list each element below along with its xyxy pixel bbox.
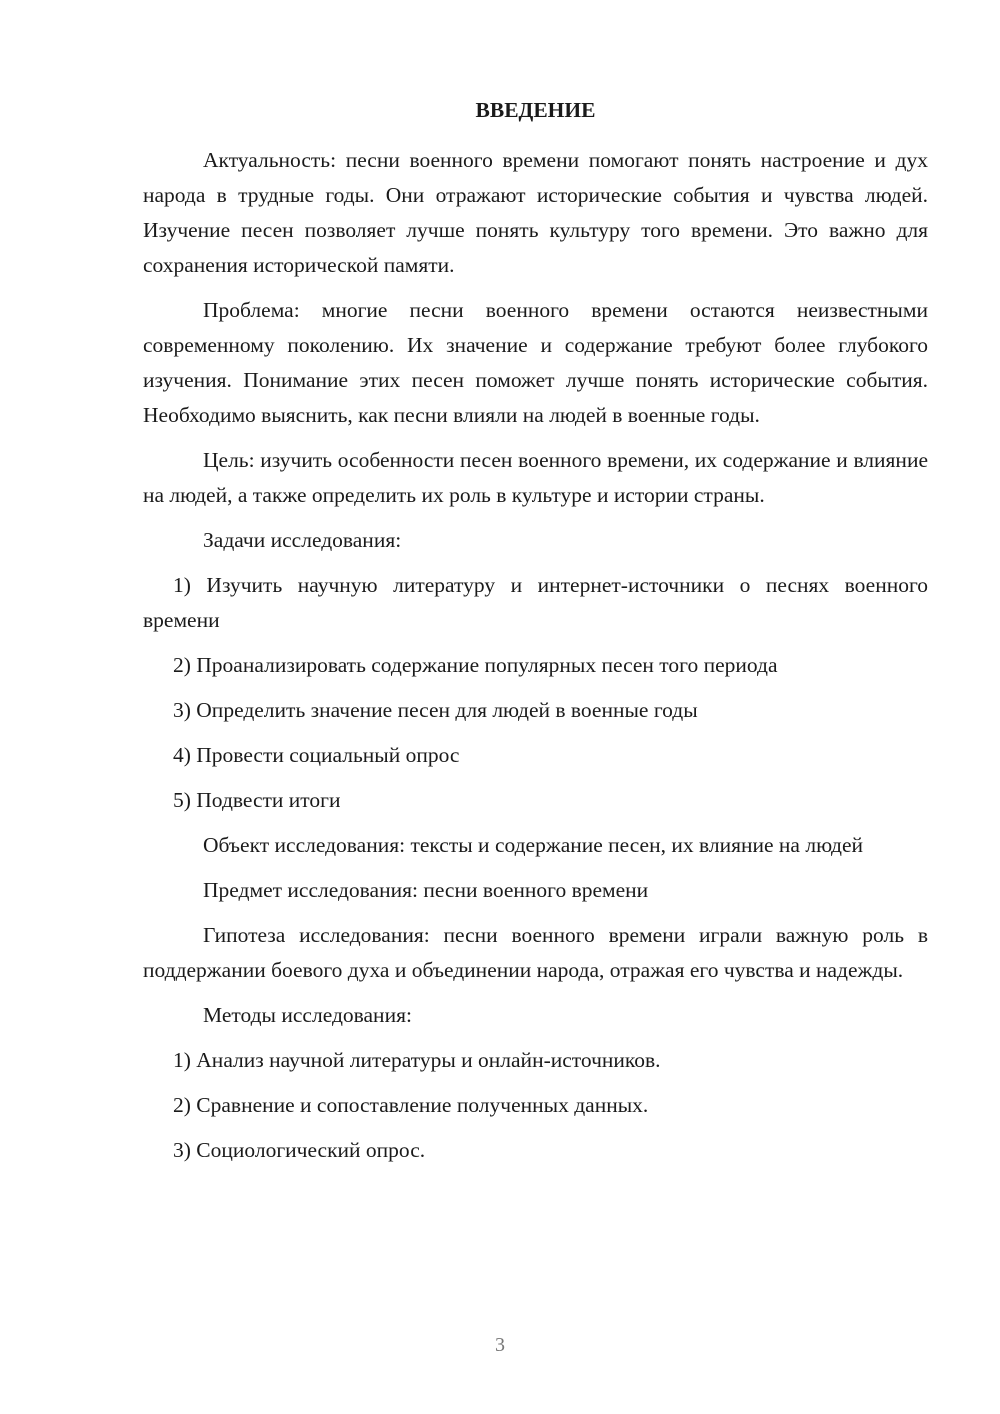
section-title: ВВЕДЕНИЕ bbox=[475, 98, 596, 122]
method-item-1: 1) Анализ научной литературы и онлайн-источников. bbox=[173, 1048, 661, 1072]
page-number: 3 bbox=[495, 1334, 505, 1356]
tasks-heading: Задачи исследования: bbox=[203, 528, 402, 552]
task-item-5: 5) Подвести итоги bbox=[173, 788, 341, 812]
problem-paragraph: Проблема: многие песни военного времени остаются неизвестными современному поколению. Их значение и содержание требуют более глубокого изучения. Понимание этих песен поможет лучше понять исторические события. Необходимо выяснить, как песни влияли на людей в военные годы. bbox=[143, 298, 928, 427]
task-item-1: 1) Изучить научную литературу и интернет-источники о песнях военного времени bbox=[143, 573, 928, 632]
hypothesis-paragraph: Гипотеза исследования: песни военного времени играли важную роль в поддержании боевого духа и объединении народа, отражая его чувства и надежды. bbox=[143, 923, 928, 982]
method-item-3: 3) Социологический опрос. bbox=[173, 1138, 426, 1162]
object-paragraph: Объект исследования: тексты и содержание песен, их влияние на людей bbox=[203, 833, 864, 857]
goal-paragraph: Цель: изучить особенности песен военного времени, их содержание и влияние на людей, а также определить их роль в культуре и истории страны. bbox=[143, 448, 928, 507]
subject-paragraph: Предмет исследования: песни военного времени bbox=[203, 878, 649, 902]
method-item-2: 2) Сравнение и сопоставление полученных данных. bbox=[173, 1093, 649, 1117]
task-item-2: 2) Проанализировать содержание популярных песен того периода bbox=[173, 653, 778, 677]
methods-heading: Методы исследования: bbox=[203, 1003, 412, 1027]
task-item-4: 4) Провести социальный опрос bbox=[173, 743, 460, 767]
task-item-3: 3) Определить значение песен для людей в военные годы bbox=[173, 698, 698, 722]
relevance-paragraph: Актуальность: песни военного времени помогают понять настроение и дух народа в трудные годы. Они отражают исторические события и чувства людей. Изучение песен позволяет лучше понять культуру того времени. Это важно для сохранения исторической памяти. bbox=[143, 148, 928, 277]
document-page bbox=[143, 95, 928, 1178]
